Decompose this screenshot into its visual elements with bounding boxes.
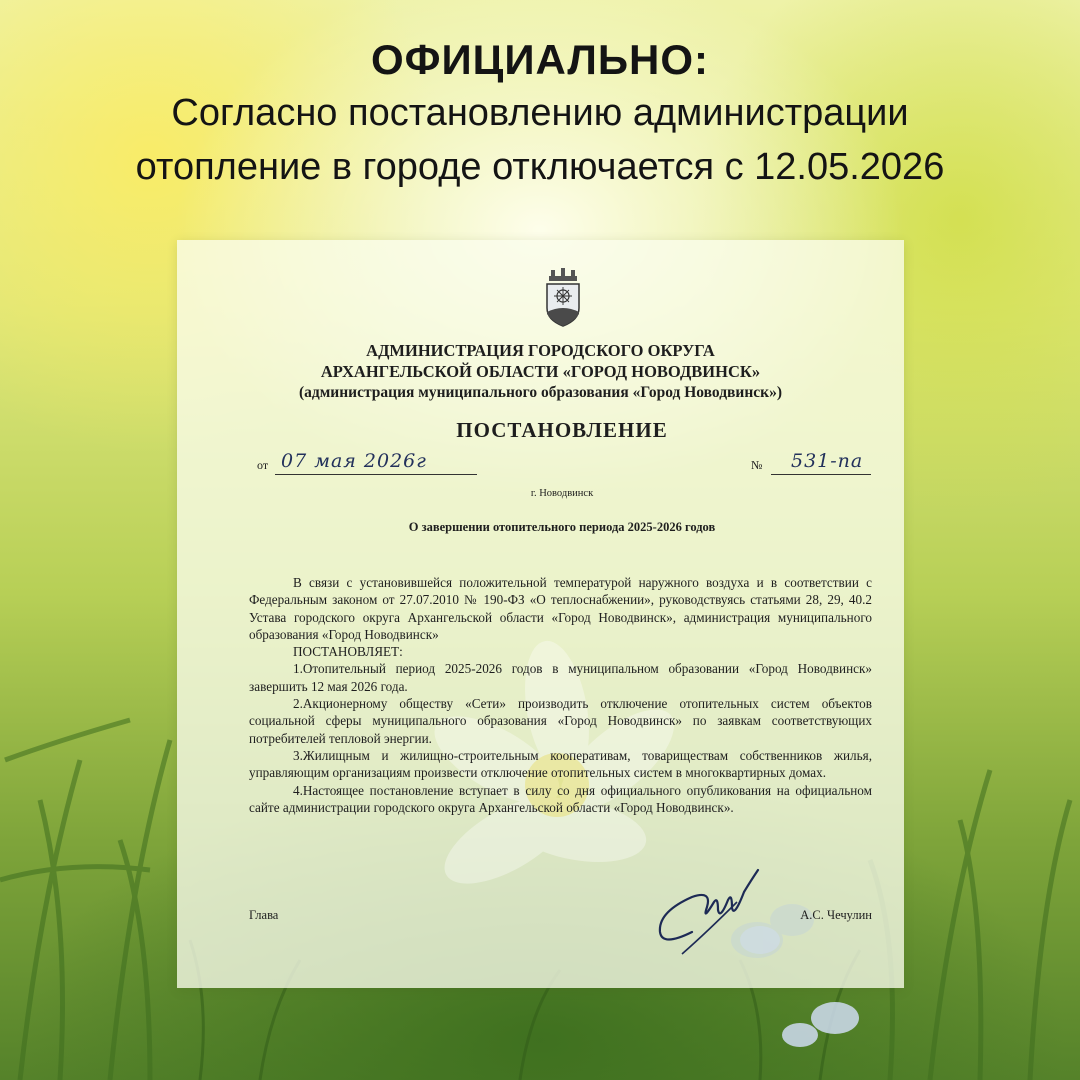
date-underline <box>275 474 477 475</box>
headline-line-2: отопление в городе отключается с 12.05.2026 <box>135 146 945 188</box>
number-prefix: № <box>751 458 763 472</box>
signatory-title: Глава <box>249 908 279 922</box>
date-handwritten: 07 мая 2026г <box>281 450 427 472</box>
paragraph-item-3: 3.Жилищным и жилищно-строительным кооперативам, товариществам собственников жилья, управляющим организациям произвести отключение отопительных систем в многоквартирных домах. <box>249 747 872 781</box>
paragraph-item-2: 2.Акционерному обществу «Сети» производить отключение отопительных систем объектов социальной сферы муниципального образования «Город Новодвинск» по заявкам соответствующих потребителей тепловой энергии. <box>249 696 872 746</box>
organization-header <box>177 340 904 403</box>
paragraph-preamble: В связи с установившейся положительной температурой наружного воздуха и в соответствии с Федеральным законом от 27.07.2010 № 190-ФЗ «О теплоснабжении», руководствуясь статьями 28, 29, 40.2 Устава городского округа Архангельской области «Город Новодвинск», администрация муниципального образования «Город Новодвинск» <box>249 575 872 642</box>
headline <box>0 34 1080 194</box>
headline-title: ОФИЦИАЛЬНО: <box>370 36 710 83</box>
decree-body <box>249 574 872 816</box>
paragraph-resolves: ПОСТАНОВЛЯЕТ: <box>293 644 403 660</box>
org-name-line-2: АРХАНГЕЛЬСКОЙ ОБЛАСТИ «ГОРОД НОВОДВИНСК» <box>320 362 761 381</box>
org-name-line-3: (администрация муниципального образования «Город Новодвинск») <box>298 384 782 401</box>
handwritten-signature <box>652 862 772 962</box>
document-type: ПОСТАНОВЛЕНИЕ <box>456 418 668 442</box>
headline-line-1: Согласно постановлению администрации <box>171 92 909 134</box>
city-label: г. Новодвинск <box>530 488 594 499</box>
date-prefix: от <box>257 458 269 472</box>
number-handwritten: 531-па <box>791 450 864 472</box>
org-name-line-1: АДМИНИСТРАЦИЯ ГОРОДСКОГО ОКРУГА <box>366 341 715 360</box>
paragraph-item-1: 1.Отопительный период 2025-2026 годов в муниципальном образовании «Город Новодвинск» завершить 12 мая 2026 года. <box>249 661 872 694</box>
number-underline <box>771 474 871 475</box>
signatory-name: А.С. Чечулин <box>800 908 872 922</box>
coat-of-arms-icon <box>543 268 583 328</box>
decree-document <box>177 240 904 988</box>
paragraph-item-4: 4.Настоящее постановление вступает в силу со дня официального опубликования на официальном сайте администрации городского округа Архангельской области «Город Новодвинск». <box>249 782 872 815</box>
decree-subject: О завершении отопительного периода 2025-2026 годов <box>408 520 716 534</box>
